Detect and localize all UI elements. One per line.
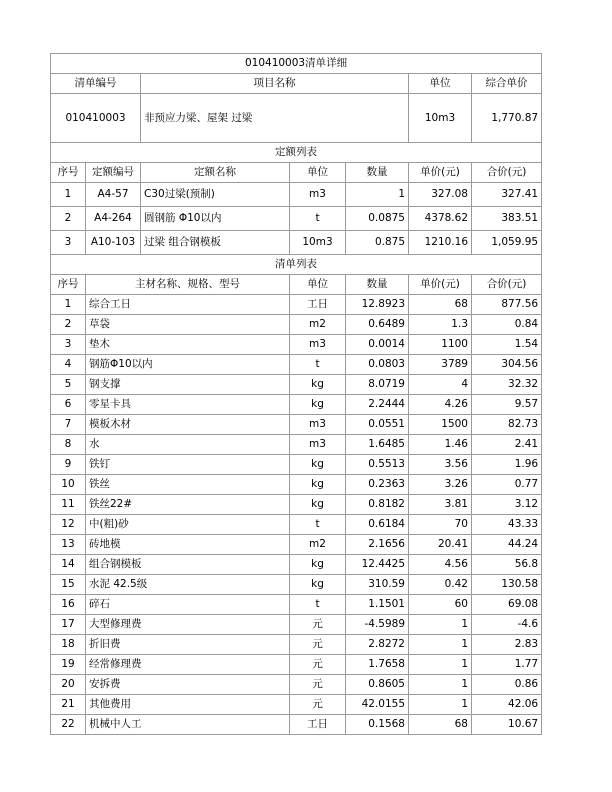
- material-name: 零星卡具: [86, 395, 290, 415]
- material-seq: 2: [51, 315, 86, 335]
- material-row: [51, 315, 542, 335]
- material-price: 3.26: [409, 475, 472, 495]
- quota-section-row: [51, 143, 542, 163]
- quota-unit: t: [290, 207, 346, 231]
- material-seq: 5: [51, 375, 86, 395]
- material-unit: kg: [290, 475, 346, 495]
- material-name: 碎石: [86, 595, 290, 615]
- quota-qty-header: 数量: [346, 163, 409, 183]
- material-row: [51, 555, 542, 575]
- quota-total-header: 合价(元): [472, 163, 542, 183]
- material-qty: 0.8182: [346, 495, 409, 515]
- quota-name: 圆钢筋 Φ10以内: [141, 207, 290, 231]
- material-price: 1: [409, 635, 472, 655]
- quota-qty: 0.875: [346, 231, 409, 255]
- material-qty: 2.1656: [346, 535, 409, 555]
- material-row: [51, 355, 542, 375]
- quota-name-header: 定额名称: [141, 163, 290, 183]
- bill-row: [51, 94, 542, 143]
- material-name: 草袋: [86, 315, 290, 335]
- material-seq: 6: [51, 395, 86, 415]
- material-price: 1: [409, 655, 472, 675]
- table-title: 010410003清单详细: [51, 54, 542, 74]
- material-price: 4.26: [409, 395, 472, 415]
- material-seq: 16: [51, 595, 86, 615]
- material-price-header: 单价(元): [409, 275, 472, 295]
- material-row: [51, 575, 542, 595]
- material-qty-header: 数量: [346, 275, 409, 295]
- bill-name: 非预应力梁、屋架 过梁: [141, 94, 409, 143]
- bill-name-header: 项目名称: [141, 74, 409, 94]
- quota-qty: 1: [346, 183, 409, 207]
- material-row: [51, 495, 542, 515]
- material-total: 10.67: [472, 715, 542, 735]
- quota-total: 327.41: [472, 183, 542, 207]
- material-unit: t: [290, 355, 346, 375]
- material-price: 3.81: [409, 495, 472, 515]
- material-total: 1.77: [472, 655, 542, 675]
- quota-seq: 1: [51, 183, 86, 207]
- material-name: 模板木材: [86, 415, 290, 435]
- material-qty: -4.5989: [346, 615, 409, 635]
- material-seq: 10: [51, 475, 86, 495]
- material-name: 安拆费: [86, 675, 290, 695]
- material-total: 43.33: [472, 515, 542, 535]
- material-name: 中(粗)砂: [86, 515, 290, 535]
- bill-code: 010410003: [51, 94, 141, 143]
- material-seq: 8: [51, 435, 86, 455]
- material-unit: m2: [290, 535, 346, 555]
- material-qty: 0.6489: [346, 315, 409, 335]
- material-qty: 0.0803: [346, 355, 409, 375]
- material-unit: t: [290, 595, 346, 615]
- material-unit: kg: [290, 395, 346, 415]
- material-seq: 21: [51, 695, 86, 715]
- material-price: 3.56: [409, 455, 472, 475]
- material-seq: 7: [51, 415, 86, 435]
- quota-unit-header: 单位: [290, 163, 346, 183]
- material-unit: 元: [290, 675, 346, 695]
- material-price: 1.3: [409, 315, 472, 335]
- material-total: 2.41: [472, 435, 542, 455]
- material-qty: 0.2363: [346, 475, 409, 495]
- quota-name: C30过梁(预制): [141, 183, 290, 207]
- bill-unit-price: 1,770.87: [472, 94, 542, 143]
- material-unit: 元: [290, 615, 346, 635]
- material-seq: 4: [51, 355, 86, 375]
- material-name: 综合工日: [86, 295, 290, 315]
- material-qty: 0.0551: [346, 415, 409, 435]
- bill-unit-header: 单位: [409, 74, 472, 94]
- material-name: 经常修理费: [86, 655, 290, 675]
- material-price: 1: [409, 675, 472, 695]
- quota-code: A4-57: [86, 183, 141, 207]
- material-qty: 0.0014: [346, 335, 409, 355]
- material-row: [51, 615, 542, 635]
- material-price: 1500: [409, 415, 472, 435]
- material-unit: m3: [290, 335, 346, 355]
- material-seq: 18: [51, 635, 86, 655]
- material-qty: 1.7658: [346, 655, 409, 675]
- material-row: [51, 535, 542, 555]
- material-seq: 20: [51, 675, 86, 695]
- material-total: 32.32: [472, 375, 542, 395]
- material-section-title: 清单列表: [51, 255, 542, 275]
- material-unit: m3: [290, 435, 346, 455]
- material-total: 1.54: [472, 335, 542, 355]
- material-row: [51, 475, 542, 495]
- material-qty: 0.5513: [346, 455, 409, 475]
- material-seq: 3: [51, 335, 86, 355]
- material-unit: 工日: [290, 715, 346, 735]
- material-qty: 2.8272: [346, 635, 409, 655]
- material-total: 130.58: [472, 575, 542, 595]
- material-row: [51, 695, 542, 715]
- material-section-row: [51, 255, 542, 275]
- material-row: [51, 335, 542, 355]
- material-unit: m2: [290, 315, 346, 335]
- material-total: 56.8: [472, 555, 542, 575]
- material-price: 1.46: [409, 435, 472, 455]
- material-name: 垫木: [86, 335, 290, 355]
- material-name: 铁丝22#: [86, 495, 290, 515]
- material-row: [51, 715, 542, 735]
- material-name: 水泥 42.5级: [86, 575, 290, 595]
- material-seq: 11: [51, 495, 86, 515]
- material-unit: m3: [290, 415, 346, 435]
- material-unit: kg: [290, 455, 346, 475]
- quota-section-title: 定额列表: [51, 143, 542, 163]
- material-total: 304.56: [472, 355, 542, 375]
- material-qty: 0.6184: [346, 515, 409, 535]
- material-unit: t: [290, 515, 346, 535]
- material-price: 68: [409, 295, 472, 315]
- material-qty: 12.8923: [346, 295, 409, 315]
- material-total: 877.56: [472, 295, 542, 315]
- material-total: 2.83: [472, 635, 542, 655]
- material-unit: kg: [290, 575, 346, 595]
- material-price: 4: [409, 375, 472, 395]
- material-qty: 12.4425: [346, 555, 409, 575]
- quota-price-header: 单价(元): [409, 163, 472, 183]
- material-qty: 2.2444: [346, 395, 409, 415]
- bill-unit: 10m3: [409, 94, 472, 143]
- quota-total: 1,059.95: [472, 231, 542, 255]
- material-total: 1.96: [472, 455, 542, 475]
- material-row: [51, 295, 542, 315]
- material-row: [51, 655, 542, 675]
- material-seq-header: 序号: [51, 275, 86, 295]
- material-unit: kg: [290, 375, 346, 395]
- material-name-header: 主材名称、规格、型号: [86, 275, 290, 295]
- material-price: 1100: [409, 335, 472, 355]
- material-name: 机械中人工: [86, 715, 290, 735]
- material-name: 砖地模: [86, 535, 290, 555]
- material-row: [51, 415, 542, 435]
- quota-price: 4378.62: [409, 207, 472, 231]
- material-qty: 1.1501: [346, 595, 409, 615]
- material-total: 69.08: [472, 595, 542, 615]
- quota-code-header: 定额编号: [86, 163, 141, 183]
- material-seq: 15: [51, 575, 86, 595]
- quota-header-row: [51, 163, 542, 183]
- material-price: 70: [409, 515, 472, 535]
- material-name: 折旧费: [86, 635, 290, 655]
- quota-name: 过梁 组合钢模板: [141, 231, 290, 255]
- quota-row: [51, 231, 542, 255]
- bill-detail-table: [50, 53, 542, 735]
- material-row: [51, 515, 542, 535]
- material-price: 4.56: [409, 555, 472, 575]
- quota-price: 1210.16: [409, 231, 472, 255]
- material-unit: kg: [290, 555, 346, 575]
- material-total: 9.57: [472, 395, 542, 415]
- quota-code: A4-264: [86, 207, 141, 231]
- material-row: [51, 455, 542, 475]
- quota-code: A10-103: [86, 231, 141, 255]
- material-total: -4.6: [472, 615, 542, 635]
- material-price: 1: [409, 695, 472, 715]
- quota-unit: 10m3: [290, 231, 346, 255]
- material-name: 铁丝: [86, 475, 290, 495]
- bill-header-row: [51, 74, 542, 94]
- material-name: 钢支撑: [86, 375, 290, 395]
- quota-total: 383.51: [472, 207, 542, 231]
- material-total: 3.12: [472, 495, 542, 515]
- material-price: 60: [409, 595, 472, 615]
- material-seq: 9: [51, 455, 86, 475]
- material-price: 0.42: [409, 575, 472, 595]
- bill-code-header: 清单编号: [51, 74, 141, 94]
- material-seq: 13: [51, 535, 86, 555]
- material-row: [51, 595, 542, 615]
- material-unit: 元: [290, 655, 346, 675]
- material-total: 82.73: [472, 415, 542, 435]
- material-seq: 12: [51, 515, 86, 535]
- material-unit: 元: [290, 695, 346, 715]
- material-unit: 工日: [290, 295, 346, 315]
- material-name: 水: [86, 435, 290, 455]
- material-total: 44.24: [472, 535, 542, 555]
- material-unit: kg: [290, 495, 346, 515]
- material-seq: 19: [51, 655, 86, 675]
- title-row: [51, 54, 542, 74]
- material-qty: 0.1568: [346, 715, 409, 735]
- material-name: 组合钢模板: [86, 555, 290, 575]
- quota-row: [51, 183, 542, 207]
- material-row: [51, 675, 542, 695]
- material-header-row: [51, 275, 542, 295]
- material-price: 68: [409, 715, 472, 735]
- quota-price: 327.08: [409, 183, 472, 207]
- material-name: 其他费用: [86, 695, 290, 715]
- material-qty: 310.59: [346, 575, 409, 595]
- material-unit-header: 单位: [290, 275, 346, 295]
- material-name: 铁钉: [86, 455, 290, 475]
- bill-unit-price-header: 综合单价: [472, 74, 542, 94]
- quota-seq: 2: [51, 207, 86, 231]
- material-qty: 0.8605: [346, 675, 409, 695]
- material-price: 20.41: [409, 535, 472, 555]
- material-seq: 14: [51, 555, 86, 575]
- quota-unit: m3: [290, 183, 346, 207]
- material-price: 3789: [409, 355, 472, 375]
- material-total: 0.86: [472, 675, 542, 695]
- material-unit: 元: [290, 635, 346, 655]
- material-row: [51, 375, 542, 395]
- material-row: [51, 435, 542, 455]
- material-row: [51, 635, 542, 655]
- material-total: 0.84: [472, 315, 542, 335]
- quota-seq: 3: [51, 231, 86, 255]
- quota-seq-header: 序号: [51, 163, 86, 183]
- material-total: 0.77: [472, 475, 542, 495]
- quota-qty: 0.0875: [346, 207, 409, 231]
- material-row: [51, 395, 542, 415]
- material-qty: 42.0155: [346, 695, 409, 715]
- material-seq: 1: [51, 295, 86, 315]
- material-price: 1: [409, 615, 472, 635]
- material-qty: 8.0719: [346, 375, 409, 395]
- quota-row: [51, 207, 542, 231]
- material-seq: 17: [51, 615, 86, 635]
- material-name: 大型修理费: [86, 615, 290, 635]
- material-name: 钢筋Φ10以内: [86, 355, 290, 375]
- material-seq: 22: [51, 715, 86, 735]
- material-qty: 1.6485: [346, 435, 409, 455]
- material-total-header: 合价(元): [472, 275, 542, 295]
- material-total: 42.06: [472, 695, 542, 715]
